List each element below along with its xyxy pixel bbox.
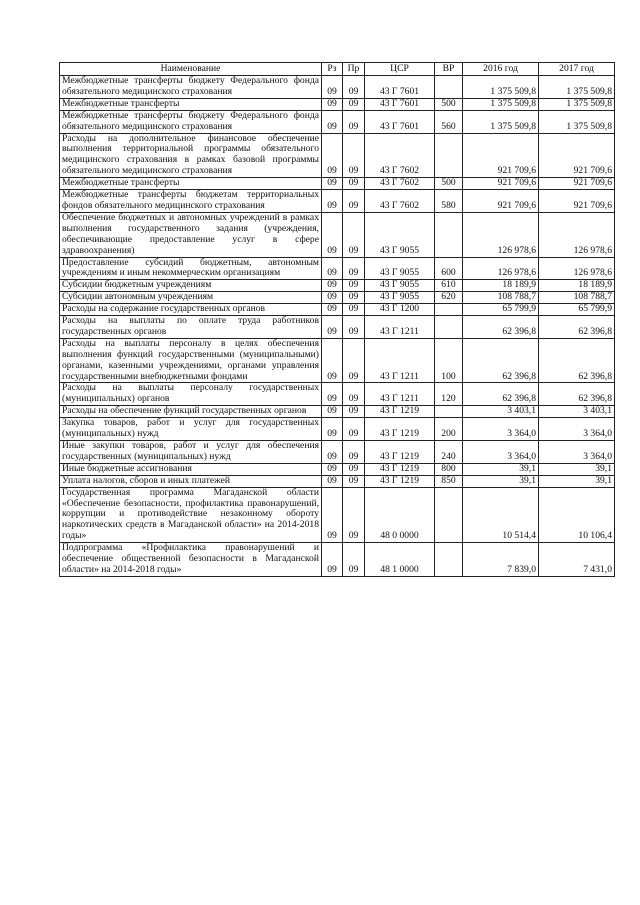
row-pr: 09 [343, 406, 365, 418]
header-row [60, 63, 615, 76]
row-rz: 09 [322, 280, 343, 292]
row-name: Уплата налогов, сборов и иных платежей [60, 475, 322, 487]
row-csr: 43 Г 1200 [365, 304, 435, 316]
row-amount-2017: 126 978,6 [539, 257, 615, 280]
row-amount-2016: 126 978,6 [463, 212, 539, 257]
row-amount-2016: 62 396,8 [463, 338, 539, 383]
row-rz: 09 [322, 543, 343, 577]
row-vr: 850 [435, 475, 463, 487]
table-row [60, 475, 615, 487]
row-pr: 09 [343, 257, 365, 280]
row-csr: 43 Г 7601 [365, 76, 435, 99]
row-vr [435, 316, 463, 339]
row-pr: 09 [343, 316, 365, 339]
row-vr: 200 [435, 418, 463, 441]
row-pr: 09 [343, 543, 365, 577]
row-rz: 09 [322, 338, 343, 383]
row-rz: 09 [322, 418, 343, 441]
header-pr: Пр [343, 63, 365, 76]
row-amount-2017: 39,1 [539, 463, 615, 475]
row-amount-2016: 108 788,7 [463, 292, 539, 304]
row-rz: 09 [322, 441, 343, 464]
row-name: Субсидии автономным учреждениям [60, 292, 322, 304]
row-amount-2017: 1 375 509,8 [539, 110, 615, 133]
row-pr: 09 [343, 441, 365, 464]
row-pr: 09 [343, 110, 365, 133]
row-pr: 09 [343, 190, 365, 213]
table-row [60, 316, 615, 339]
row-amount-2016: 921 709,6 [463, 190, 539, 213]
row-rz: 09 [322, 110, 343, 133]
row-rz: 09 [322, 98, 343, 110]
row-amount-2016: 3 364,0 [463, 418, 539, 441]
row-rz: 09 [322, 133, 343, 178]
row-name: Расходы на выплаты по оплате труда работников государственных органов [60, 316, 322, 339]
row-csr: 43 Г 7602 [365, 133, 435, 178]
row-csr: 48 1 0000 [365, 543, 435, 577]
row-rz: 09 [322, 487, 343, 543]
row-pr: 09 [343, 292, 365, 304]
table-row [60, 190, 615, 213]
row-amount-2017: 3 364,0 [539, 418, 615, 441]
row-rz: 09 [322, 304, 343, 316]
row-rz: 09 [322, 383, 343, 406]
row-csr: 43 Г 7602 [365, 190, 435, 213]
row-pr: 09 [343, 76, 365, 99]
row-amount-2017: 108 788,7 [539, 292, 615, 304]
row-amount-2016: 62 396,8 [463, 316, 539, 339]
row-vr: 800 [435, 463, 463, 475]
header-name: Наименование [60, 63, 322, 76]
row-amount-2017: 126 978,6 [539, 212, 615, 257]
row-csr: 48 0 0000 [365, 487, 435, 543]
row-name: Иные бюджетные ассигнования [60, 463, 322, 475]
row-pr: 09 [343, 280, 365, 292]
row-amount-2016: 921 709,6 [463, 178, 539, 190]
row-pr: 09 [343, 338, 365, 383]
row-name: Иные закупки товаров, работ и услуг для обеспечения государственных (муниципальных) нужд [60, 441, 322, 464]
row-csr: 43 Г 1211 [365, 316, 435, 339]
row-amount-2017: 62 396,8 [539, 316, 615, 339]
row-vr [435, 304, 463, 316]
row-amount-2017: 1 375 509,8 [539, 98, 615, 110]
row-amount-2017: 921 709,6 [539, 190, 615, 213]
row-name: Межбюджетные трансферты [60, 98, 322, 110]
row-amount-2016: 62 396,8 [463, 383, 539, 406]
row-pr: 09 [343, 304, 365, 316]
row-name: Обеспечение бюджетных и автономных учреждений в рамках выполнения государственного задания (учреждения, обеспечивающие предоставление услуг в сфере здравоохранения) [60, 212, 322, 257]
row-csr: 43 Г 1219 [365, 475, 435, 487]
row-amount-2016: 39,1 [463, 475, 539, 487]
table-header [60, 63, 615, 76]
table-row [60, 543, 615, 577]
row-csr: 43 Г 9055 [365, 212, 435, 257]
row-csr: 43 Г 1219 [365, 441, 435, 464]
row-pr: 09 [343, 487, 365, 543]
table-row [60, 418, 615, 441]
row-vr [435, 133, 463, 178]
table-row [60, 441, 615, 464]
row-amount-2017: 7 431,0 [539, 543, 615, 577]
row-amount-2016: 65 799,9 [463, 304, 539, 316]
row-csr: 43 Г 1219 [365, 418, 435, 441]
header-rz: Рз [322, 63, 343, 76]
row-vr [435, 76, 463, 99]
row-pr: 09 [343, 98, 365, 110]
table-row [60, 212, 615, 257]
row-vr: 240 [435, 441, 463, 464]
row-name: Межбюджетные трансферты бюджетам территориальных фондов обязательного медицинского страхования [60, 190, 322, 213]
row-vr: 120 [435, 383, 463, 406]
row-amount-2016: 3 364,0 [463, 441, 539, 464]
row-pr: 09 [343, 212, 365, 257]
row-amount-2016: 18 189,9 [463, 280, 539, 292]
row-amount-2017: 18 189,9 [539, 280, 615, 292]
row-vr: 620 [435, 292, 463, 304]
table-body [60, 76, 615, 577]
row-amount-2017: 3 364,0 [539, 441, 615, 464]
row-vr: 500 [435, 178, 463, 190]
row-vr: 600 [435, 257, 463, 280]
row-name: Расходы на дополнительное финансовое обеспечение выполнения территориальной программы обязательного медицинского страхования в рамках базовой программы обязательного медицинского страхования [60, 133, 322, 178]
row-name: Расходы на содержание государственных органов [60, 304, 322, 316]
row-amount-2017: 921 709,6 [539, 133, 615, 178]
row-vr [435, 212, 463, 257]
row-name: Закупка товаров, работ и услуг для государственных (муниципальных) нужд [60, 418, 322, 441]
table-row [60, 133, 615, 178]
header-csr: ЦСР [365, 63, 435, 76]
table-row [60, 383, 615, 406]
document-page [59, 62, 614, 577]
row-name: Межбюджетные трансферты бюджету Федерального фонда обязательного медицинского страхования [60, 110, 322, 133]
header-vr: ВР [435, 63, 463, 76]
row-name: Расходы на обеспечение функций государственных органов [60, 406, 322, 418]
row-rz: 09 [322, 406, 343, 418]
row-rz: 09 [322, 76, 343, 99]
row-rz: 09 [322, 212, 343, 257]
row-vr: 610 [435, 280, 463, 292]
row-amount-2017: 921 709,6 [539, 178, 615, 190]
header-2016: 2016 год [463, 63, 539, 76]
row-vr [435, 406, 463, 418]
row-amount-2016: 921 709,6 [463, 133, 539, 178]
row-csr: 43 Г 9055 [365, 257, 435, 280]
row-pr: 09 [343, 383, 365, 406]
row-name: Субсидии бюджетным учреждениям [60, 280, 322, 292]
row-amount-2017: 39,1 [539, 475, 615, 487]
row-amount-2016: 3 403,1 [463, 406, 539, 418]
row-pr: 09 [343, 463, 365, 475]
row-name: Межбюджетные трансферты бюджету Федерального фонда обязательного медицинского страхования [60, 76, 322, 99]
table-row [60, 487, 615, 543]
row-pr: 09 [343, 133, 365, 178]
row-rz: 09 [322, 463, 343, 475]
row-vr: 500 [435, 98, 463, 110]
row-name: Расходы на выплаты персоналу в целях обеспечения выполнения функций государственными (муниципальными) органами, казенными учреждениями, органами управления государственными внебюджетными фондами [60, 338, 322, 383]
table-row [60, 280, 615, 292]
row-amount-2017: 65 799,9 [539, 304, 615, 316]
table-row [60, 406, 615, 418]
row-amount-2017: 1 375 509,8 [539, 76, 615, 99]
row-amount-2017: 3 403,1 [539, 406, 615, 418]
row-rz: 09 [322, 316, 343, 339]
row-rz: 09 [322, 178, 343, 190]
row-vr: 580 [435, 190, 463, 213]
header-2017: 2017 год [539, 63, 615, 76]
row-csr: 43 Г 9055 [365, 280, 435, 292]
table-row [60, 338, 615, 383]
row-vr: 560 [435, 110, 463, 133]
row-amount-2016: 10 514,4 [463, 487, 539, 543]
row-vr [435, 487, 463, 543]
row-rz: 09 [322, 292, 343, 304]
row-name: Расходы на выплаты персоналу государственных (муниципальных) органов [60, 383, 322, 406]
table-row [60, 110, 615, 133]
row-pr: 09 [343, 178, 365, 190]
row-name: Подпрограмма «Профилактика правонарушений и обеспечение общественной безопасности в Магаданской области» на 2014-2018 годы» [60, 543, 322, 577]
row-name: Предоставление субсидий бюджетным, автономным учреждениям и иным некоммерческим организациям [60, 257, 322, 280]
row-csr: 43 Г 7601 [365, 110, 435, 133]
table-row [60, 178, 615, 190]
row-pr: 09 [343, 475, 365, 487]
row-amount-2017: 62 396,8 [539, 338, 615, 383]
row-csr: 43 Г 1219 [365, 463, 435, 475]
row-amount-2016: 126 978,6 [463, 257, 539, 280]
row-csr: 43 Г 7601 [365, 98, 435, 110]
table-row [60, 304, 615, 316]
row-csr: 43 Г 1211 [365, 338, 435, 383]
row-amount-2016: 1 375 509,8 [463, 110, 539, 133]
row-amount-2017: 62 396,8 [539, 383, 615, 406]
table-row [60, 76, 615, 99]
budget-table [59, 62, 615, 577]
row-rz: 09 [322, 190, 343, 213]
row-amount-2016: 1 375 509,8 [463, 76, 539, 99]
row-vr: 100 [435, 338, 463, 383]
table-row [60, 463, 615, 475]
row-amount-2017: 10 106,4 [539, 487, 615, 543]
row-amount-2016: 7 839,0 [463, 543, 539, 577]
row-rz: 09 [322, 257, 343, 280]
row-vr [435, 543, 463, 577]
row-rz: 09 [322, 475, 343, 487]
row-pr: 09 [343, 418, 365, 441]
table-row [60, 257, 615, 280]
row-amount-2016: 39,1 [463, 463, 539, 475]
row-name: Межбюджетные трансферты [60, 178, 322, 190]
row-csr: 43 Г 1219 [365, 406, 435, 418]
row-amount-2016: 1 375 509,8 [463, 98, 539, 110]
row-csr: 43 Г 7602 [365, 178, 435, 190]
table-row [60, 292, 615, 304]
row-csr: 43 Г 9055 [365, 292, 435, 304]
row-csr: 43 Г 1211 [365, 383, 435, 406]
row-name: Государственная программа Магаданской области «Обеспечение безопасности, профилактика правонарушений, коррупции и противодействие незаконному обороту наркотических средств в Магаданской области» на 2014-2018 годы» [60, 487, 322, 543]
table-row [60, 98, 615, 110]
